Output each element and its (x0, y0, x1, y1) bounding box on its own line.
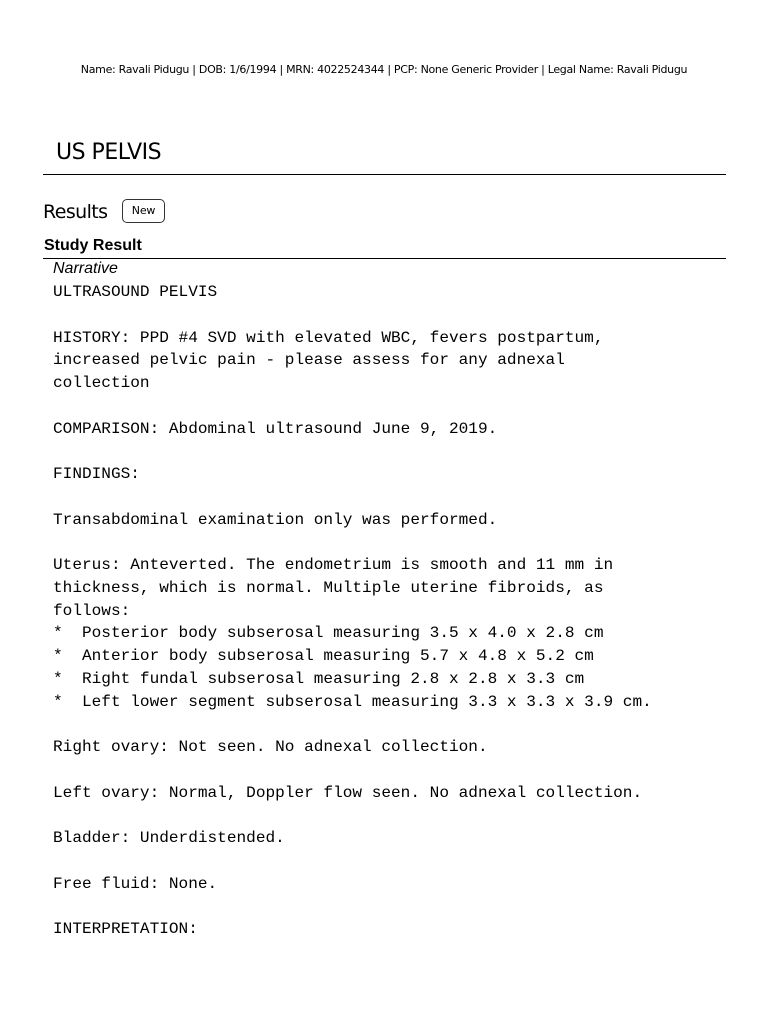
study-result-heading: Study Result (44, 237, 142, 254)
study-result-divider (43, 258, 726, 259)
new-badge: New (122, 199, 165, 223)
results-heading: Results (43, 201, 108, 223)
narrative-label: Narrative (53, 260, 118, 277)
page-title: US PELVIS (56, 140, 162, 165)
patient-header: Name: Ravali Pidugu | DOB: 1/6/1994 | MRN: 4022524344 | PCP: None Generic Provider | Legal Name: Ravali Pidugu (80, 63, 688, 76)
report-narrative: ULTRASOUND PELVIS HISTORY: PPD #4 SVD with elevated WBC, fevers postpartum, increased pelvic pain - please assess for any adnexal collection COMPARISON: Abdominal ultrasound June 9, 2019. FINDINGS: Transabdominal examination only was performed. Uterus: Anteverted. The endometrium is smooth and 11 mm in thickness, which is normal. Multiple uterine fibroids, as follows: * Posterior body subserosal measuring 3.5 x 4.0 x 2.8 cm * Anterior body subserosal measuring 5.7 x 4.8 x 5.2 cm * Right fundal subserosal measuring 2.8 x 2.8 x 3.3 cm * Left lower segment subserosal measuring 3.3 x 3.3 x 3.9 cm. Right ovary: Not seen. No adnexal collection. Left ovary: Normal, Doppler flow seen. No adnexal collection. Bladder: Underdistended. Free fluid: None. INTERPRETATION: (53, 283, 652, 938)
title-divider (43, 174, 726, 175)
